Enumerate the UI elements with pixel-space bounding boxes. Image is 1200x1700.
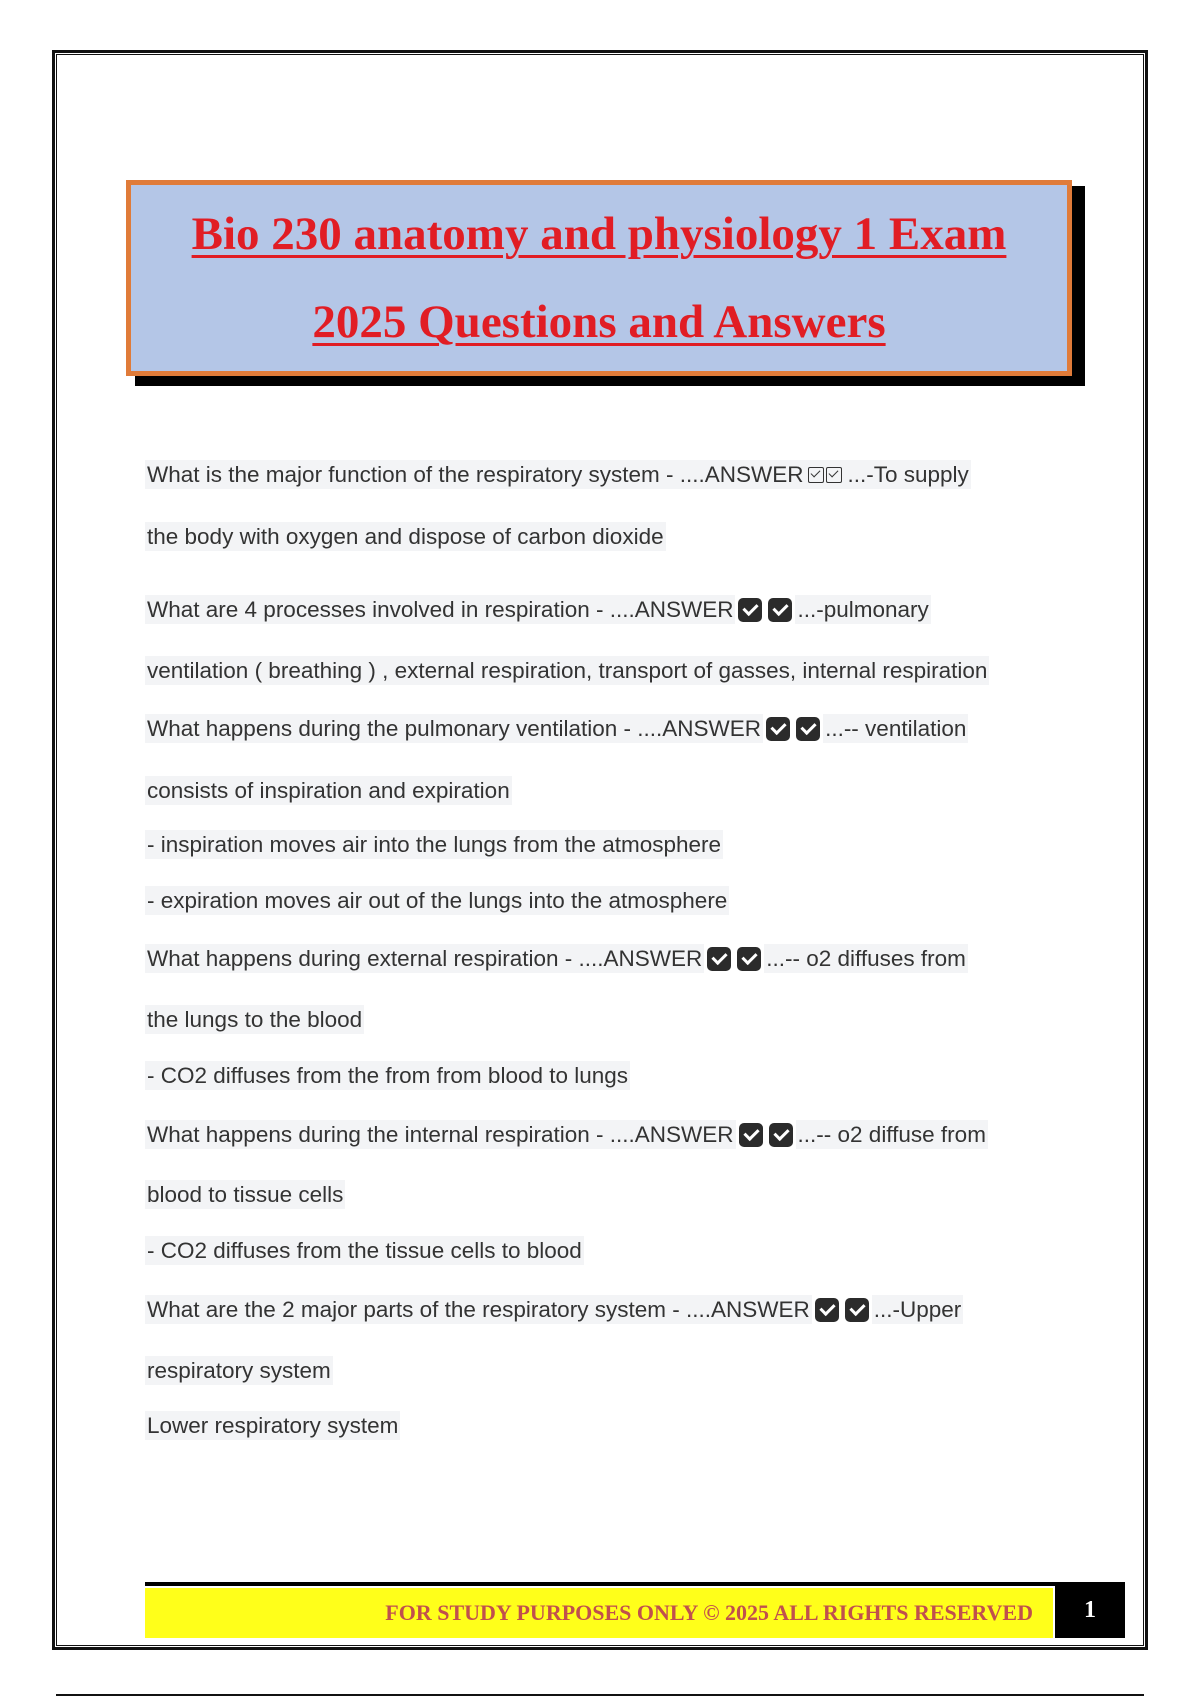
answer-lead: ...-To supply xyxy=(847,462,969,487)
question-text: What are the 2 major parts of the respiratory system - ....ANSWER xyxy=(147,1297,810,1322)
qa-item-6-answer-line xyxy=(145,1356,333,1386)
checkbox-checked-icon xyxy=(769,1123,793,1147)
footer-text: FOR STUDY PURPOSES ONLY © 2025 ALL RIGHTS RESERVED xyxy=(385,1600,1033,1625)
answer-lead: ...-- o2 diffuse from xyxy=(797,1122,986,1147)
qa-item-1-question-line xyxy=(145,460,971,490)
qa-item-2-answer-line xyxy=(145,656,989,686)
bottom-rule xyxy=(56,1694,1144,1696)
document-title-line1: Bio 230 anatomy and physiology 1 Exam xyxy=(191,208,1007,260)
answer-text: respiratory system xyxy=(147,1358,331,1383)
answer-text: the body with oxygen and dispose of carbon dioxide xyxy=(147,524,664,549)
qa-item-3-bullet-1 xyxy=(145,830,723,860)
question-text: What is the major function of the respiratory system - ....ANSWER xyxy=(147,462,804,487)
checkbox-checked-icon xyxy=(815,1298,839,1322)
qa-item-4-answer-line xyxy=(145,1005,364,1035)
question-text: What are 4 processes involved in respiration - ....ANSWER xyxy=(147,597,734,622)
answer-bullet: Lower respiratory system xyxy=(147,1413,399,1438)
answer-text: the lungs to the blood xyxy=(147,1007,363,1032)
checkbox-checked-icon xyxy=(826,467,842,483)
answer-text: blood to tissue cells xyxy=(147,1182,344,1207)
qa-item-4-question-line xyxy=(145,944,968,974)
qa-item-5-answer-line xyxy=(145,1180,345,1210)
question-text: What happens during the pulmonary ventilation - ....ANSWER xyxy=(147,716,762,741)
title-box xyxy=(126,180,1072,376)
answer-text: ventilation ( breathing ) , external respiration, transport of gasses, internal respiration xyxy=(147,658,988,683)
checkbox-checked-icon xyxy=(737,947,761,971)
answer-lead: ...-Upper xyxy=(873,1297,962,1322)
answer-bullet: - CO2 diffuses from the tissue cells to blood xyxy=(147,1238,582,1263)
checkbox-checked-icon xyxy=(707,947,731,971)
answer-lead: ...-- ventilation xyxy=(825,716,967,741)
checkbox-checked-icon xyxy=(766,717,790,741)
answer-bullet: - inspiration moves air into the lungs from the atmosphere xyxy=(147,832,722,857)
qa-item-4-bullet-1 xyxy=(145,1061,630,1091)
footer-bar xyxy=(145,1588,1053,1638)
qa-item-2-question-line xyxy=(145,595,931,625)
answer-text: consists of inspiration and expiration xyxy=(147,778,510,803)
page-number-box xyxy=(1055,1582,1125,1638)
answer-lead: ...-- o2 diffuses from xyxy=(766,946,966,971)
checkbox-checked-icon xyxy=(739,1123,763,1147)
qa-item-3-bullet-2 xyxy=(145,886,729,916)
page-number: 1 xyxy=(1084,1596,1096,1623)
qa-item-5-question-line xyxy=(145,1120,988,1150)
answer-bullet: - expiration moves air out of the lungs into the atmosphere xyxy=(147,888,728,913)
footer-rule xyxy=(145,1582,1055,1586)
document-title-line2: 2025 Questions and Answers xyxy=(312,296,886,348)
checkbox-checked-icon xyxy=(738,598,762,622)
qa-item-1-answer-line xyxy=(145,522,666,552)
checkbox-checked-icon xyxy=(796,717,820,741)
checkbox-checked-icon xyxy=(845,1298,869,1322)
answer-lead: ...-pulmonary xyxy=(797,597,929,622)
qa-item-5-bullet-1 xyxy=(145,1236,584,1266)
question-text: What happens during external respiration - ....ANSWER xyxy=(147,946,703,971)
checkbox-checked-icon xyxy=(768,598,792,622)
qa-item-6-question-line xyxy=(145,1295,963,1325)
checkbox-checked-icon xyxy=(808,467,824,483)
qa-item-3-question-line xyxy=(145,714,968,744)
qa-item-3-answer-line xyxy=(145,776,512,806)
question-text: What happens during the internal respiration - ....ANSWER xyxy=(147,1122,734,1147)
qa-item-6-bullet-1 xyxy=(145,1411,400,1441)
answer-bullet: - CO2 diffuses from the from from blood to lungs xyxy=(147,1063,629,1088)
